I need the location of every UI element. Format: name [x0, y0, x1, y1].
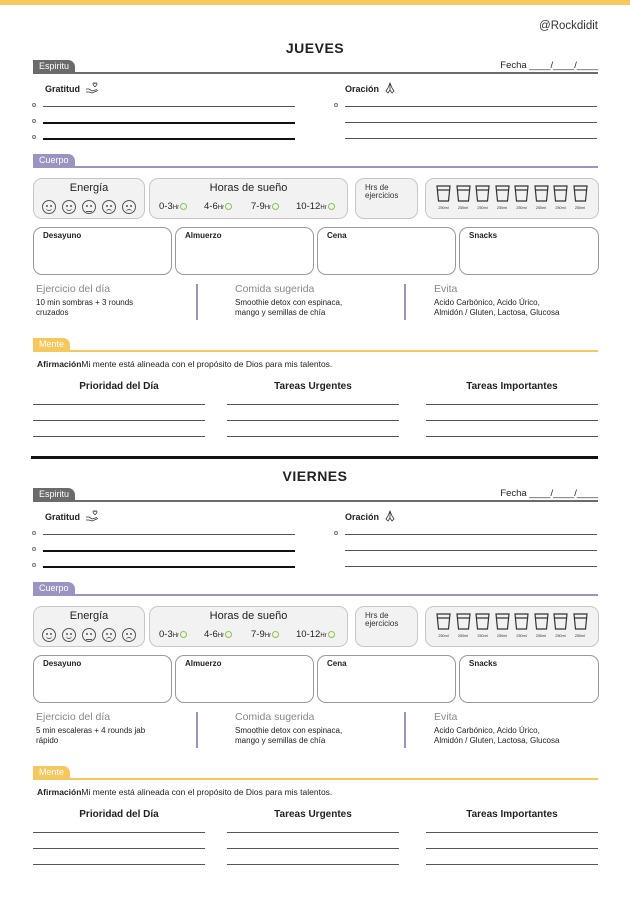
cuerpo-divider — [33, 594, 598, 596]
oracion-line-1[interactable] — [345, 106, 597, 107]
gratitud-line-1[interactable] — [43, 106, 295, 107]
desayuno-box[interactable] — [33, 655, 172, 703]
cuerpo-tab: Cuerpo — [33, 154, 75, 166]
sueno-box — [149, 178, 348, 219]
oracion-bullet — [334, 103, 338, 107]
hrs-ejercicio-box[interactable] — [355, 606, 418, 647]
gratitud-line-2[interactable] — [43, 122, 295, 124]
sleep-option-7-9[interactable]: 7-9Hr — [251, 629, 279, 640]
date-field[interactable]: Fecha ____/____/____ — [500, 60, 598, 71]
gratitud-bullet — [32, 563, 36, 567]
glass-label: 250ml — [574, 634, 586, 638]
ejercicio-text: 10 min sombras + 3 rounds cruzados — [36, 298, 134, 317]
almuerzo-box[interactable] — [175, 227, 314, 275]
day-section — [0, 428, 630, 858]
glass-label: 250ml — [555, 206, 566, 210]
prioridad-title: Prioridad del Día — [79, 809, 159, 820]
water-glass-icon[interactable] — [553, 613, 568, 630]
gratitud-line-1[interactable] — [43, 534, 295, 535]
very-sad-face-icon[interactable] — [122, 628, 136, 642]
glass-label: 250ml — [457, 206, 469, 210]
radio-ring-icon — [272, 631, 279, 638]
radio-ring-icon — [328, 631, 335, 638]
sueno-label: Horas de sueño — [209, 610, 288, 622]
water-glass-icon[interactable] — [436, 185, 451, 202]
gratitud-bullet — [32, 531, 36, 535]
water-glass-icon[interactable] — [456, 185, 471, 202]
water-glass-icon[interactable] — [436, 613, 451, 630]
importantes-line[interactable] — [426, 832, 598, 833]
water-tracker-box — [425, 606, 599, 647]
glass-label: 250ml — [535, 634, 547, 638]
urgentes-title: Tareas Urgentes — [274, 809, 352, 820]
comida-title: Comida sugerida — [235, 711, 315, 723]
day-title: JUEVES — [285, 40, 345, 56]
urgentes-title: Tareas Urgentes — [274, 381, 352, 392]
desayuno-box[interactable] — [33, 227, 172, 275]
author-handle: @Rockdidit — [539, 20, 598, 32]
urgentes-line[interactable] — [227, 404, 399, 405]
column-divider — [196, 712, 198, 748]
water-glass-icon[interactable] — [573, 613, 588, 630]
sleep-option-7-9[interactable]: 7-9Hr — [251, 201, 279, 212]
glass-label: 250ml — [477, 206, 488, 210]
cena-label: Cena — [327, 659, 347, 668]
gratitud-bullet — [32, 135, 36, 139]
very-sad-face-icon[interactable] — [122, 200, 136, 214]
happy-face-icon[interactable] — [62, 200, 76, 214]
desayuno-label: Desayuno — [43, 659, 82, 668]
oracion-label: Oración — [345, 82, 396, 94]
day-section — [0, 0, 630, 430]
oracion-line-2[interactable] — [345, 550, 597, 551]
gratitud-label: Gratitud — [45, 82, 99, 94]
water-glass-icon[interactable] — [456, 613, 471, 630]
hrs-ejercicio-label: Hrs de ejercicios — [365, 183, 399, 200]
comida-text: Smoothie detox con espinaca, mango y semillas de chía — [235, 726, 343, 745]
afirmacion: AfirmaciónMi mente está alineada con el propósito de Dios para mis talentos. — [37, 787, 333, 797]
glass-label: 250ml — [516, 206, 527, 210]
sleep-option-10-12[interactable]: 10-12Hr — [296, 201, 335, 212]
sleep-option-0-3[interactable]: 0-3Hr — [159, 201, 187, 212]
column-divider — [404, 284, 406, 320]
importantes-line[interactable] — [426, 404, 598, 405]
radio-ring-icon — [272, 203, 279, 210]
gratitud-label: Gratitud — [45, 510, 99, 522]
importantes-line[interactable] — [426, 864, 598, 865]
glass-label: 250ml — [496, 206, 508, 210]
mente-tab: Mente — [33, 766, 70, 778]
hrs-ejercicio-box[interactable] — [355, 178, 418, 219]
day-divider — [31, 456, 598, 459]
gratitud-bullet — [32, 119, 36, 123]
urgentes-line[interactable] — [227, 848, 399, 849]
sueno-label: Horas de sueño — [209, 182, 288, 194]
water-glass-icon[interactable] — [475, 613, 490, 630]
glass-label: 250ml — [555, 634, 566, 638]
cuerpo-tab: Cuerpo — [33, 582, 75, 594]
oracion-line-3[interactable] — [345, 138, 597, 139]
prioridad-line[interactable] — [33, 404, 205, 405]
praying-hands-icon — [384, 82, 396, 94]
gratitud-line-3[interactable] — [43, 566, 295, 568]
water-glass-icon[interactable] — [475, 185, 490, 202]
sleep-option-0-3[interactable]: 0-3Hr — [159, 629, 187, 640]
prioridad-line[interactable] — [33, 864, 205, 865]
column-divider — [196, 284, 198, 320]
almuerzo-box[interactable] — [175, 655, 314, 703]
mente-divider — [33, 350, 598, 352]
evita-title: Evita — [434, 283, 458, 295]
urgentes-line[interactable] — [227, 420, 399, 421]
ejercicio-title: Ejercicio del día — [36, 283, 111, 295]
sad-face-icon[interactable] — [102, 200, 116, 214]
date-field[interactable]: Fecha ____/____/____ — [500, 488, 598, 499]
glass-label: 250ml — [477, 634, 488, 638]
glass-label: 250ml — [457, 634, 469, 638]
hand-heart-icon — [85, 510, 99, 522]
comida-text: Smoothie detox con espinaca, mango y semillas de chía — [235, 298, 343, 317]
gratitud-bullet — [32, 547, 36, 551]
oracion-line-3[interactable] — [345, 566, 597, 567]
desayuno-label: Desayuno — [43, 231, 82, 240]
cuerpo-divider — [33, 166, 598, 168]
water-glass-icon[interactable] — [514, 185, 529, 202]
cena-box[interactable] — [317, 227, 456, 275]
glass-label: 250ml — [574, 206, 586, 210]
neutral-face-icon[interactable] — [82, 200, 96, 214]
radio-ring-icon — [225, 631, 232, 638]
sleep-option-4-6[interactable]: 4-6Hr — [204, 201, 232, 212]
water-glass-icon[interactable] — [534, 613, 549, 630]
urgentes-line[interactable] — [227, 832, 399, 833]
espiritu-tab: Espiritu — [33, 60, 75, 72]
sleep-option-4-6[interactable]: 4-6Hr — [204, 629, 232, 640]
gratitud-line-3[interactable] — [43, 138, 295, 140]
oracion-bullet — [334, 531, 338, 535]
sad-face-icon[interactable] — [102, 628, 116, 642]
importantes-title: Tareas Importantes — [466, 381, 558, 392]
mente-divider — [33, 778, 598, 780]
almuerzo-label: Almuerzo — [185, 659, 222, 668]
glass-label: 250ml — [438, 634, 449, 638]
energia-box — [33, 606, 145, 647]
espiritu-divider — [33, 500, 598, 502]
water-glass-icon[interactable] — [534, 185, 549, 202]
water-glass-icon[interactable] — [514, 613, 529, 630]
glass-label: 250ml — [516, 634, 527, 638]
cena-box[interactable] — [317, 655, 456, 703]
hrs-ejercicio-label: Hrs de ejercicios — [365, 611, 399, 628]
sleep-option-10-12[interactable]: 10-12Hr — [296, 629, 335, 640]
glass-label: 250ml — [535, 206, 547, 210]
espiritu-tab: Espiritu — [33, 488, 75, 500]
cena-label: Cena — [327, 231, 347, 240]
afirmacion: AfirmaciónMi mente está alineada con el propósito de Dios para mis talentos. — [37, 359, 333, 369]
water-glass-icon[interactable] — [495, 185, 510, 202]
water-glass-icon[interactable] — [553, 185, 568, 202]
comida-title: Comida sugerida — [235, 283, 315, 295]
column-divider — [404, 712, 406, 748]
importantes-line[interactable] — [426, 848, 598, 849]
prioridad-line[interactable] — [33, 832, 205, 833]
water-glass-icon[interactable] — [573, 185, 588, 202]
glass-label: 250ml — [438, 206, 449, 210]
glass-label: 250ml — [496, 634, 508, 638]
ejercicio-text: 5 min escaleras + 4 rounds jab rápido — [36, 726, 146, 745]
hand-heart-icon — [85, 82, 99, 94]
radio-ring-icon — [328, 203, 335, 210]
snacks-box[interactable] — [459, 227, 599, 275]
almuerzo-label: Almuerzo — [185, 231, 222, 240]
energia-label: Energía — [69, 182, 109, 194]
evita-text: Acido Carbónico, Acido Úrico, Almidón / Gluten, Lactosa, Glucosa — [434, 726, 560, 745]
espiritu-divider — [33, 72, 598, 74]
snacks-box[interactable] — [459, 655, 599, 703]
sueno-box — [149, 606, 348, 647]
neutral-face-icon[interactable] — [82, 628, 96, 642]
evita-title: Evita — [434, 711, 458, 723]
very-happy-face-icon[interactable] — [42, 200, 56, 214]
oracion-label: Oración — [345, 510, 396, 522]
snacks-label: Snacks — [469, 231, 498, 240]
water-tracker-box — [425, 178, 599, 219]
snacks-label: Snacks — [469, 659, 498, 668]
oracion-line-2[interactable] — [345, 122, 597, 123]
urgentes-line[interactable] — [227, 864, 399, 865]
water-glass-icon[interactable] — [495, 613, 510, 630]
prioridad-title: Prioridad del Día — [79, 381, 159, 392]
happy-face-icon[interactable] — [62, 628, 76, 642]
gratitud-line-2[interactable] — [43, 550, 295, 552]
day-title: VIERNES — [282, 468, 348, 484]
radio-ring-icon — [225, 203, 232, 210]
radio-ring-icon — [180, 631, 187, 638]
prioridad-line[interactable] — [33, 848, 205, 849]
very-happy-face-icon[interactable] — [42, 628, 56, 642]
evita-text: Acido Carbónico, Acido Úrico, Almidón / Gluten, Lactosa, Glucosa — [434, 298, 560, 317]
radio-ring-icon — [180, 203, 187, 210]
oracion-line-1[interactable] — [345, 534, 597, 535]
prioridad-line[interactable] — [33, 420, 205, 421]
praying-hands-icon — [384, 510, 396, 522]
energia-label: Energía — [69, 610, 109, 622]
importantes-title: Tareas Importantes — [466, 809, 558, 820]
mente-tab: Mente — [33, 338, 70, 350]
ejercicio-title: Ejercicio del día — [36, 711, 111, 723]
gratitud-bullet — [32, 103, 36, 107]
energia-box — [33, 178, 145, 219]
importantes-line[interactable] — [426, 420, 598, 421]
